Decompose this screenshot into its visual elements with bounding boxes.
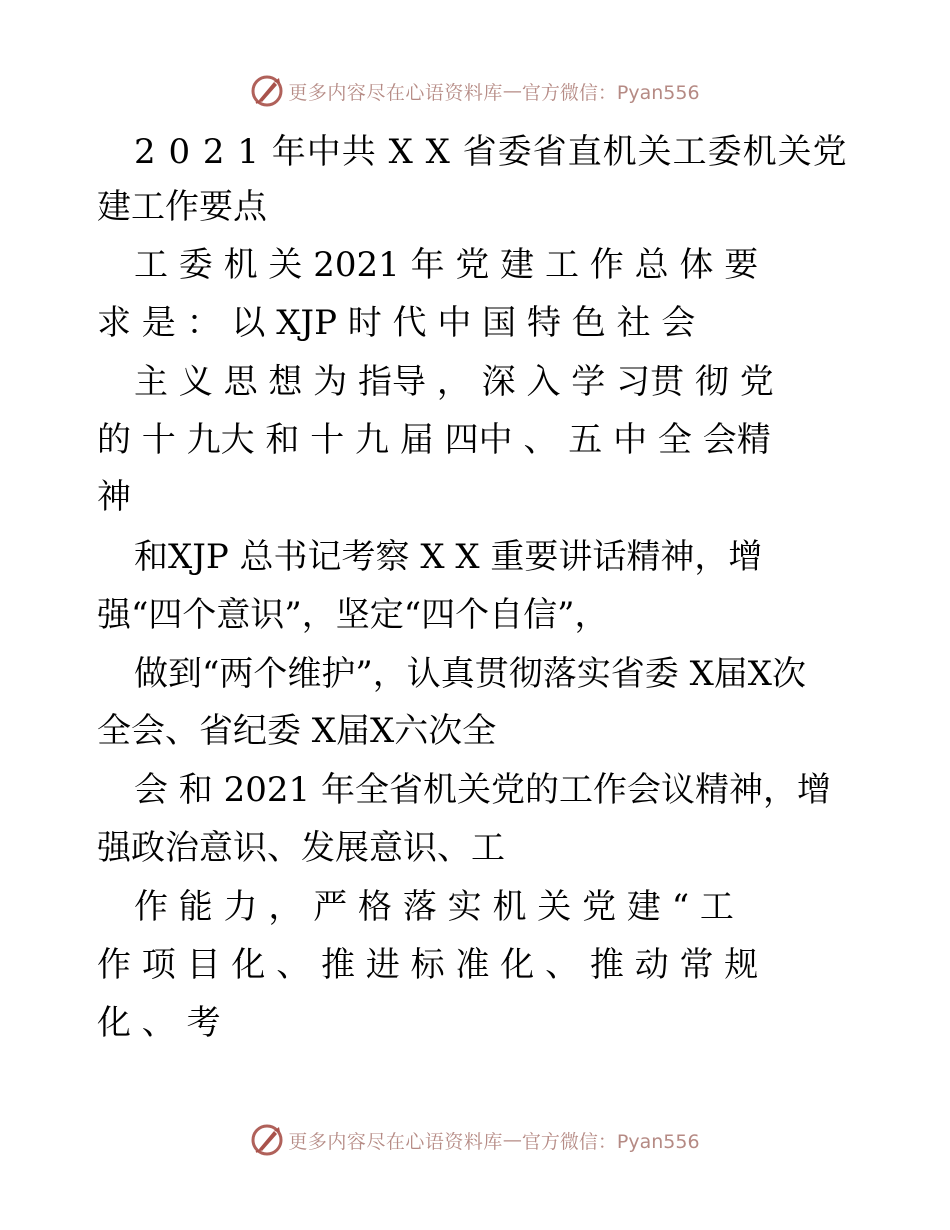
banner-slogan: 更多内容尽在心语资料库	[288, 1130, 503, 1153]
paragraph-line: 神	[97, 477, 131, 517]
banner-separator: —	[502, 1129, 522, 1151]
banner-slogan: 更多内容尽在心语资料库	[288, 81, 503, 104]
title-line-1: 2 0 2 1 年中共 X X 省委省直机关工委机关党	[134, 132, 848, 172]
paragraph-line: 作 能 力 ， 严 格 落 实 机 关 党 建 “ 工	[134, 887, 734, 927]
footer-banner	[0, 1120, 950, 1160]
header-banner	[0, 71, 950, 111]
paragraph-line: 化 、 考	[97, 1003, 221, 1043]
paragraph-line: 做到“两个维护”，认真贯彻落实省委 X届X次	[134, 654, 806, 694]
paragraph-line: 和XJP 总书记考察 X X 重要讲话精神，增	[134, 537, 763, 577]
paragraph-line: 强政治意识、发展意识、工	[97, 828, 505, 868]
paragraph-line: 主 义 思 想 为 指导 ， 深 入 学 习贯 彻 党	[134, 362, 774, 402]
paragraph-line: 会 和 2021 年全省机关党的工作会议精神，增	[134, 770, 831, 810]
banner-wechat-id: 官方微信：Pyan556	[521, 81, 700, 104]
quill-pen-logo-icon	[250, 74, 284, 108]
paragraph-line: 作 项 目 化 、 推 进 标 准 化 、 推 动 常 规	[97, 945, 759, 985]
paragraph-line: 工 委 机 关 2021 年 党 建 工 作 总 体 要	[134, 245, 759, 285]
title-line-2: 建工作要点	[97, 187, 267, 227]
banner-separator: —	[502, 80, 522, 102]
paragraph-line: 全会、省纪委 X届X六次全	[97, 711, 497, 751]
banner-wechat-id: 官方微信：Pyan556	[521, 1130, 700, 1153]
quill-pen-logo-icon	[250, 1123, 284, 1157]
paragraph-line: 求 是 ： 以 XJP 时 代 中 国 特 色 社 会	[97, 303, 696, 343]
paragraph-line: 的 十 九大 和 十 九 届 四中 、 五 中 全 会精	[97, 420, 771, 460]
paragraph-line: 强“四个意识”，坚定“四个自信”，	[97, 595, 609, 635]
